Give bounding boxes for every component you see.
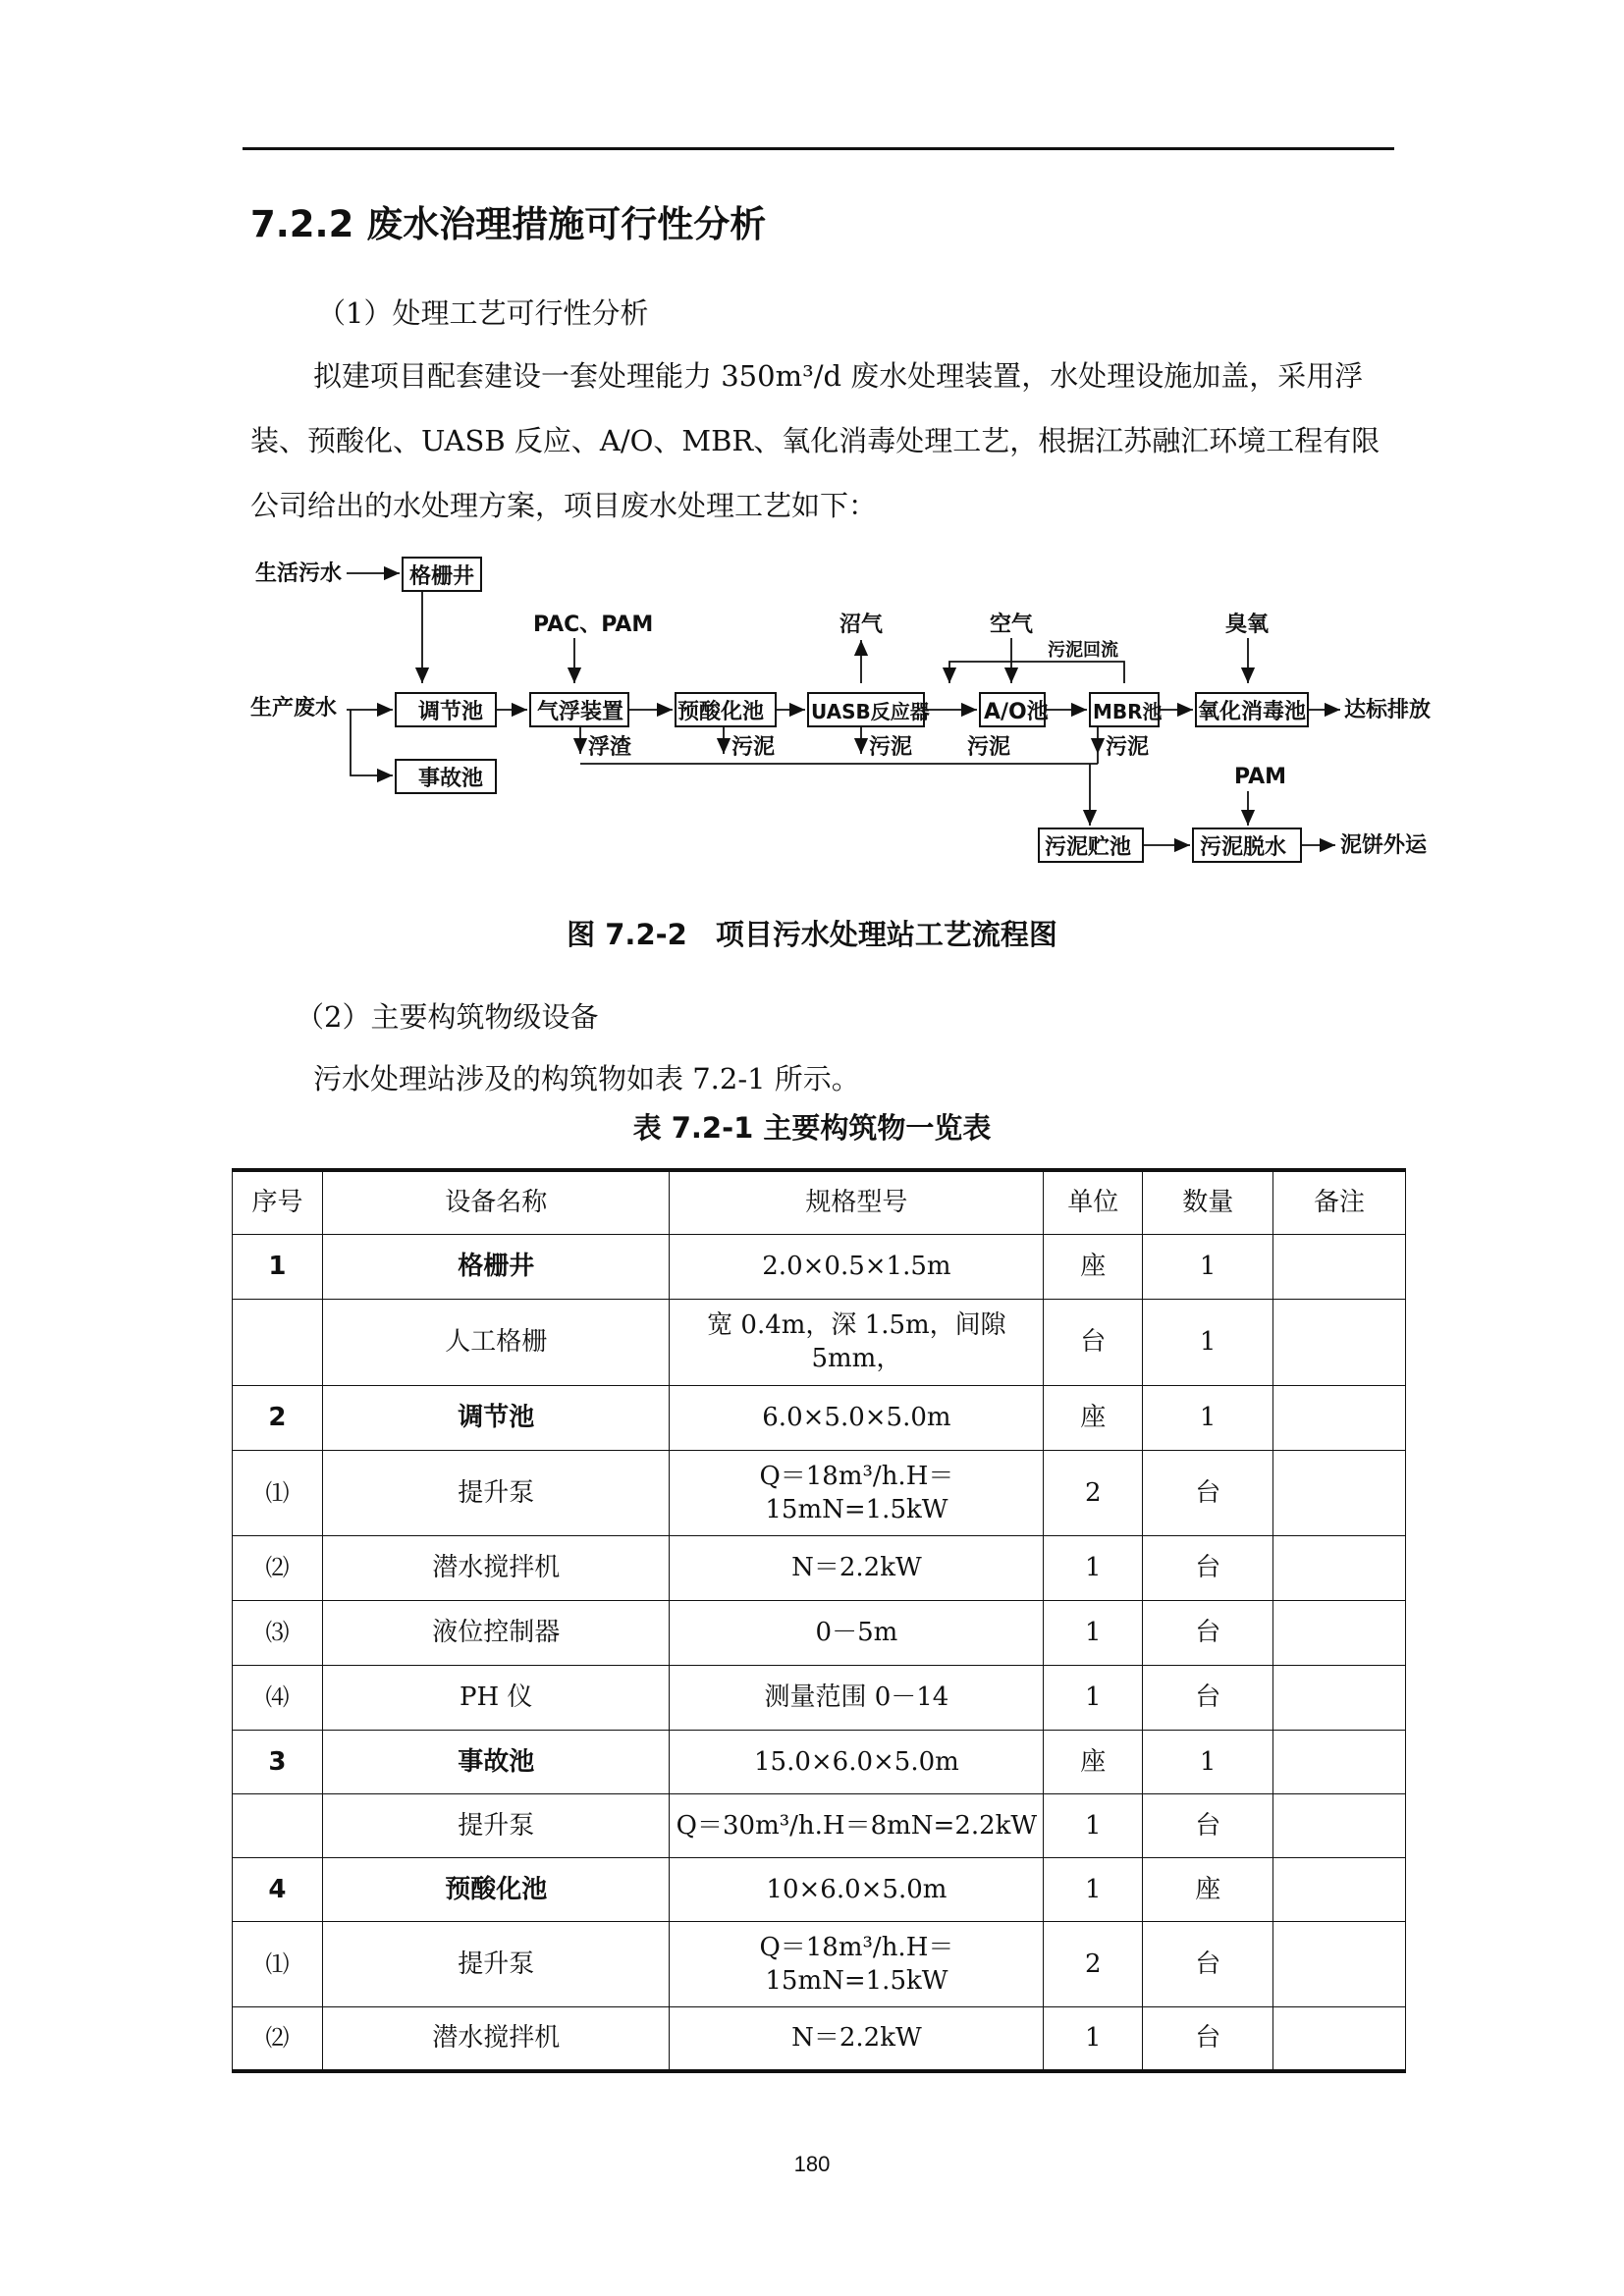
label-air-flotation: 气浮装置: [537, 700, 624, 724]
table-row: 3 事故池 15.0×6.0×5.0m 座 1: [233, 1730, 1406, 1793]
label-sludge-uasb: 污泥: [869, 735, 913, 760]
process-flow-diagram: [250, 546, 1468, 880]
subsection-2: （2）主要构筑物级设备: [296, 1000, 599, 1034]
table-row: ⑴ 提升泵 Q＝18m³/h.H＝15mN=1.5kW 2 台: [233, 1450, 1406, 1535]
label-scum: 浮渣: [588, 735, 632, 760]
label-oxidation-disinfection: 氧化消毒池: [1198, 700, 1307, 724]
label-biogas: 沼气: [839, 613, 884, 637]
process-description: 拟建项目配套建设一套处理能力 350m³/d 废水处理装置，水处理设施加盖，采用浮装、预酸化、UASB 反应、A/O、MBR、氧化消毒处理工艺，根据江苏融汇环境工程有限公司给出的水处理方案，项目废水处理工艺如下：: [250, 359, 1380, 522]
table-header-row: [233, 1170, 1406, 1234]
label-accident-tank: 事故池: [418, 767, 484, 791]
label-ao-tank: A/O池: [984, 700, 1049, 724]
label-air: 空气: [990, 613, 1034, 637]
col-header-note: 备注: [1273, 1170, 1406, 1234]
label-sludge-ao: 污泥: [967, 735, 1011, 760]
structures-table: [232, 1168, 1406, 2073]
label-pam: PAM: [1234, 765, 1287, 789]
table-row: 提升泵 Q＝30m³/h.H＝8mN=2.2kW 1 台: [233, 1793, 1406, 1857]
table-row: ⑷ PH 仪 测量范围 0－14 1 台: [233, 1665, 1406, 1730]
label-pac-pam: PAC、PAM: [533, 613, 654, 637]
col-header-spec: 规格型号: [670, 1170, 1044, 1234]
label-discharge: 达标排放: [1344, 698, 1432, 722]
label-sludge-preacid: 污泥: [731, 735, 776, 760]
table-row: ⑶ 液位控制器 0－5m 1 台: [233, 1600, 1406, 1665]
table-row: 1 格栅井 2.0×0.5×1.5m 座 1: [233, 1234, 1406, 1299]
section-title: 7.2.2 废水治理措施可行性分析: [250, 203, 767, 245]
figure-caption: 图 7.2-2 项目污水处理站工艺流程图: [567, 918, 1057, 951]
label-regulating-tank: 调节池: [418, 700, 484, 724]
table-caption: 表 7.2-1 主要构筑物一览表: [632, 1111, 992, 1145]
col-header-name: 设备名称: [322, 1170, 670, 1234]
label-mbr-tank: MBR池: [1093, 700, 1163, 723]
label-sludge-mbr: 污泥: [1106, 735, 1150, 760]
col-header-no: 序号: [233, 1170, 323, 1234]
label-pre-acidification: 预酸化池: [677, 700, 765, 724]
col-header-qty: 数量: [1143, 1170, 1273, 1234]
table-row: 2 调节池 6.0×5.0×5.0m 座 1: [233, 1385, 1406, 1450]
table-row: 人工格栅 宽 0.4m，深 1.5m，间隙 5mm， 台 1: [233, 1299, 1406, 1385]
label-ozone: 臭氧: [1225, 613, 1270, 637]
table-row: ⑵ 潜水搅拌机 N＝2.2kW 1 台: [233, 1535, 1406, 1600]
table-row: 4 预酸化池 10×6.0×5.0m 1 座: [233, 1857, 1406, 1921]
table-row: ⑴ 提升泵 Q＝18m³/h.H＝15mN=1.5kW 2 台: [233, 1921, 1406, 2006]
page-number: 180: [793, 2152, 831, 2176]
col-header-unit: 单位: [1044, 1170, 1143, 1234]
label-sludge-dewatering: 污泥脱水: [1200, 835, 1287, 860]
table-intro: 污水处理站涉及的构筑物如表 7.2-1 所示。: [313, 1062, 860, 1095]
table-row: ⑵ 潜水搅拌机 N＝2.2kW 1 台: [233, 2006, 1406, 2071]
header-rule: [243, 147, 1394, 150]
label-grille-well: 格栅井: [409, 564, 475, 589]
label-production-wastewater: 生产废水: [250, 696, 338, 721]
label-sludge-return: 污泥回流: [1048, 640, 1118, 661]
label-sludge-cake: 泥饼外运: [1340, 833, 1428, 858]
label-domestic-sewage: 生活污水: [255, 561, 343, 586]
label-uasb: UASB反应器: [811, 700, 930, 723]
label-sludge-storage: 污泥贮池: [1045, 835, 1132, 860]
subsection-1: （1）处理工艺可行性分析: [317, 296, 649, 330]
